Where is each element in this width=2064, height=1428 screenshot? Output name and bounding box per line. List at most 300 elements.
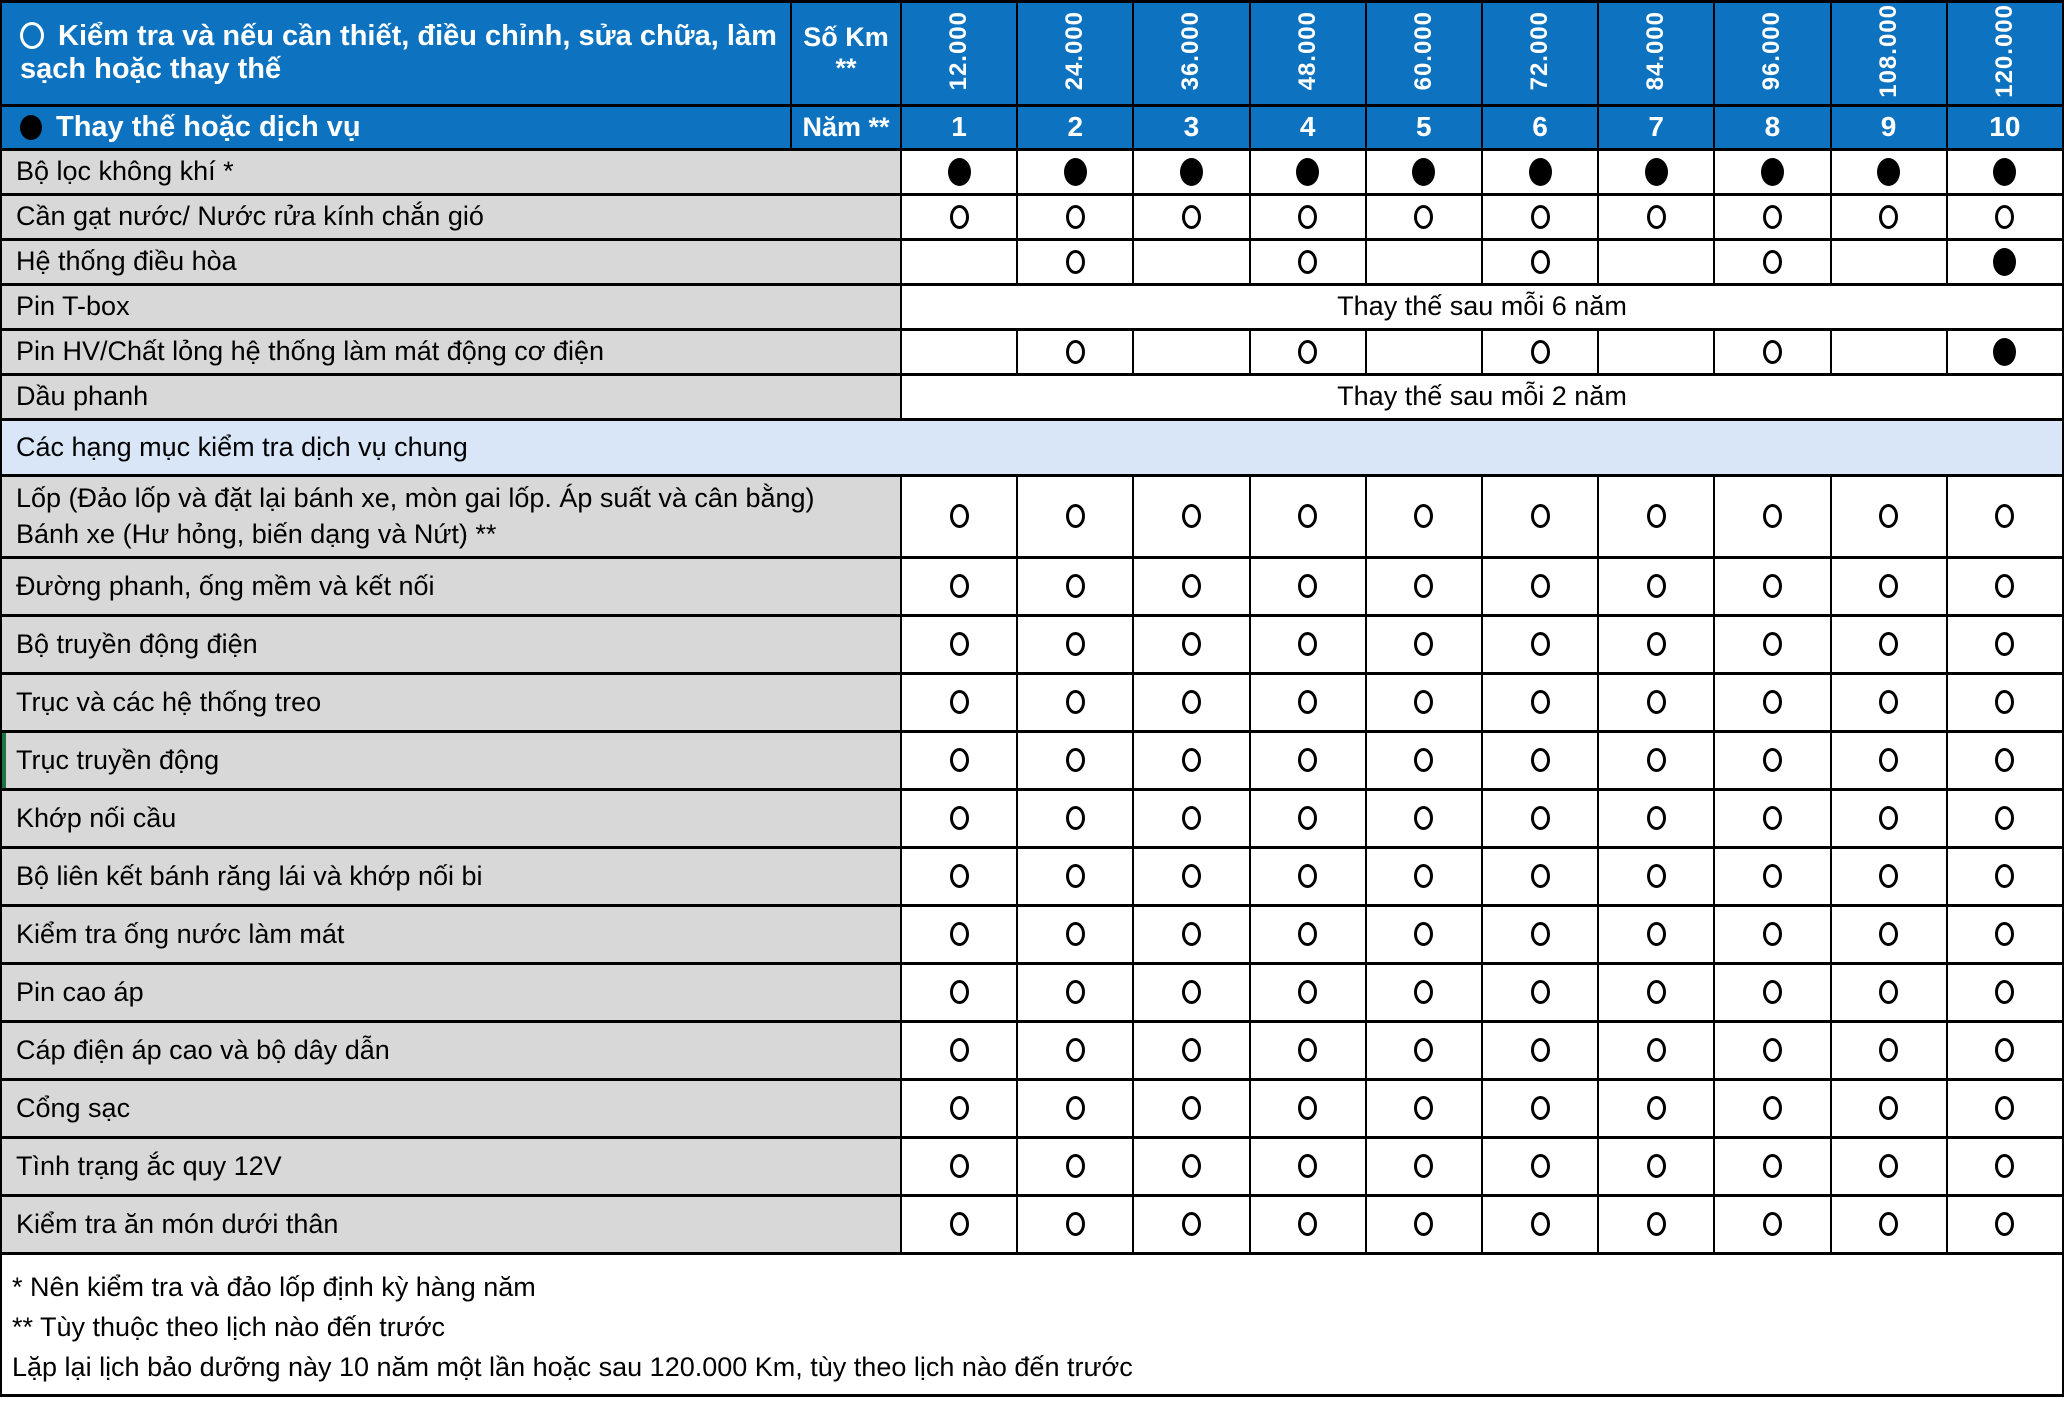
open-circle-icon (1995, 504, 2014, 528)
km-value: 24.000 (1061, 11, 1089, 91)
schedule-cell (1598, 239, 1714, 284)
schedule-cell (1831, 789, 1947, 847)
filled-circle-icon (948, 158, 971, 186)
row-label: Cổng sạc (1, 1079, 901, 1137)
open-circle-icon (1298, 205, 1317, 229)
schedule-cell (1947, 847, 2063, 905)
km-value: 12.000 (945, 11, 973, 91)
open-circle-icon (1879, 1096, 1898, 1120)
schedule-cell (1133, 557, 1249, 615)
schedule-cell (1714, 789, 1830, 847)
schedule-cell (1831, 329, 1947, 374)
open-circle-icon (1995, 806, 2014, 830)
schedule-cell (1714, 615, 1830, 673)
schedule-cell (1482, 905, 1598, 963)
open-circle-icon (1414, 504, 1433, 528)
schedule-cell (1482, 673, 1598, 731)
open-circle-icon (1995, 1038, 2014, 1062)
schedule-cell (1598, 194, 1714, 239)
open-circle-icon (1182, 1096, 1201, 1120)
open-circle-icon (1298, 1038, 1317, 1062)
schedule-cell (1714, 905, 1830, 963)
open-circle-icon (1531, 922, 1550, 946)
schedule-cell (901, 1195, 1017, 1253)
schedule-cell (1017, 1195, 1133, 1253)
legend-replace (1, 105, 791, 149)
year-header-label: Năm ** (791, 105, 901, 149)
km-value: 48.000 (1293, 11, 1321, 91)
schedule-cell (1947, 149, 2063, 194)
open-circle-icon (1763, 806, 1782, 830)
schedule-cell (1366, 239, 1482, 284)
schedule-cell (1714, 1079, 1830, 1137)
schedule-cell (1017, 329, 1133, 374)
schedule-cell (901, 194, 1017, 239)
open-circle-icon (950, 1096, 969, 1120)
open-circle-icon (1182, 205, 1201, 229)
open-circle-icon (1763, 205, 1782, 229)
schedule-cell (1250, 847, 1366, 905)
schedule-cell (1714, 239, 1830, 284)
schedule-cell (1250, 905, 1366, 963)
schedule-cell (1714, 329, 1830, 374)
schedule-cell (1482, 963, 1598, 1021)
schedule-cell (1017, 557, 1133, 615)
schedule-cell (1366, 963, 1482, 1021)
open-circle-icon (1066, 205, 1085, 229)
open-circle-icon (1414, 864, 1433, 888)
schedule-cell (1366, 557, 1482, 615)
open-circle-icon (950, 748, 969, 772)
schedule-cell (901, 1079, 1017, 1137)
year-header-cell: 9 (1831, 105, 1947, 149)
schedule-cell (1017, 1079, 1133, 1137)
open-circle-icon (1066, 690, 1085, 714)
schedule-cell (1482, 149, 1598, 194)
schedule-cell (1133, 329, 1249, 374)
open-circle-icon (1414, 1212, 1433, 1236)
schedule-cell (1831, 847, 1947, 905)
open-circle-icon (1182, 806, 1201, 830)
schedule-cell (901, 673, 1017, 731)
schedule-cell (1947, 1021, 2063, 1079)
schedule-cell (901, 1021, 1017, 1079)
open-circle-icon (1531, 504, 1550, 528)
table-row (1, 329, 2063, 374)
row-label: Kiểm tra ăn món dưới thân (1, 1195, 901, 1253)
km-header-cell (1017, 2, 1133, 106)
schedule-cell (1250, 329, 1366, 374)
open-circle-icon (1298, 980, 1317, 1004)
schedule-cell (1831, 963, 1947, 1021)
table-row (1, 149, 2063, 194)
schedule-cell (1017, 905, 1133, 963)
schedule-cell (1598, 149, 1714, 194)
open-circle-icon (1879, 504, 1898, 528)
open-circle-icon (1647, 864, 1666, 888)
table-row (1, 615, 2063, 673)
open-circle-icon (1763, 922, 1782, 946)
km-header-cell (1831, 2, 1947, 106)
legend-inspect (1, 2, 791, 106)
open-circle-icon (1298, 1154, 1317, 1178)
legend-replace-label: Thay thế hoặc dịch vụ (56, 110, 361, 143)
open-circle-icon (1647, 504, 1666, 528)
open-circle-icon (1647, 1154, 1666, 1178)
open-circle-icon (1414, 690, 1433, 714)
table-row (1, 239, 2063, 284)
schedule-cell (1017, 194, 1133, 239)
schedule-cell (1250, 1195, 1366, 1253)
open-circle-icon (1531, 1154, 1550, 1178)
filled-circle-icon (1064, 158, 1087, 186)
open-circle-icon (1531, 980, 1550, 1004)
open-circle-icon (1763, 340, 1782, 364)
schedule-cell (901, 1137, 1017, 1195)
open-circle-icon (1763, 1096, 1782, 1120)
open-circle-icon (1647, 922, 1666, 946)
km-header-cell (901, 2, 1017, 106)
open-circle-icon (1066, 632, 1085, 656)
row-label: Tình trạng ắc quy 12V (1, 1137, 901, 1195)
year-header-cell: 3 (1133, 105, 1249, 149)
table-row (1, 557, 2063, 615)
schedule-cell (1133, 963, 1249, 1021)
schedule-cell (1947, 1195, 2063, 1253)
row-label: Pin HV/Chất lỏng hệ thống làm mát động cơ điện (1, 329, 901, 374)
schedule-cell (1714, 1195, 1830, 1253)
filled-circle-icon (1877, 158, 1900, 186)
open-circle-icon (950, 1038, 969, 1062)
table-row (1, 963, 2063, 1021)
schedule-cell (901, 329, 1017, 374)
schedule-cell (1947, 615, 2063, 673)
header-row-km (1, 2, 2063, 106)
open-circle-icon (1879, 574, 1898, 598)
schedule-cell (1482, 475, 1598, 557)
schedule-cell (1133, 673, 1249, 731)
open-circle-icon (950, 632, 969, 656)
schedule-cell (1133, 1079, 1249, 1137)
schedule-cell (1482, 1079, 1598, 1137)
open-circle-icon (950, 205, 969, 229)
km-header-cell (1250, 2, 1366, 106)
open-circle-icon (1066, 1096, 1085, 1120)
schedule-cell (1831, 149, 1947, 194)
open-circle-icon (950, 980, 969, 1004)
open-circle-icon (1995, 1212, 2014, 1236)
table-row (1, 475, 2063, 557)
schedule-cell (1250, 789, 1366, 847)
open-circle-icon (1182, 980, 1201, 1004)
table-row (1, 847, 2063, 905)
filled-circle-icon (1412, 158, 1435, 186)
km-value: 72.000 (1526, 11, 1554, 91)
open-circle-icon (950, 922, 969, 946)
schedule-cell (1482, 615, 1598, 673)
km-header-cell (1714, 2, 1830, 106)
open-circle-icon (950, 864, 969, 888)
km-header-cell (1482, 2, 1598, 106)
open-circle-icon (1298, 250, 1317, 274)
open-circle-icon (20, 22, 44, 49)
schedule-cell (1947, 731, 2063, 789)
row-label-line-1: Lốp (Đảo lốp và đặt lại bánh xe, mòn gai lốp. Áp suất và cân bằng) (16, 482, 815, 513)
open-circle-icon (1066, 806, 1085, 830)
open-circle-icon (1531, 574, 1550, 598)
schedule-cell (1831, 673, 1947, 731)
schedule-cell (901, 905, 1017, 963)
schedule-cell (1482, 329, 1598, 374)
km-header-label: Số Km ** (791, 2, 901, 106)
schedule-cell (1831, 557, 1947, 615)
open-circle-icon (1531, 1096, 1550, 1120)
schedule-cell (901, 963, 1017, 1021)
schedule-cell (1133, 239, 1249, 284)
open-circle-icon (1647, 205, 1666, 229)
schedule-cell (1366, 194, 1482, 239)
schedule-cell (1133, 194, 1249, 239)
schedule-cell (1133, 905, 1249, 963)
schedule-cell (1947, 963, 2063, 1021)
open-circle-icon (950, 690, 969, 714)
open-circle-icon (1414, 1154, 1433, 1178)
open-circle-icon (1763, 980, 1782, 1004)
schedule-cell (1947, 329, 2063, 374)
schedule-cell (1482, 1021, 1598, 1079)
table-row (1, 194, 2063, 239)
open-circle-icon (1647, 980, 1666, 1004)
schedule-cell (1598, 557, 1714, 615)
open-circle-icon (1298, 1096, 1317, 1120)
table-row (1, 789, 2063, 847)
header-row-year (1, 105, 2063, 149)
open-circle-icon (1995, 574, 2014, 598)
km-header-cell (1947, 2, 2063, 106)
open-circle-icon (1647, 574, 1666, 598)
schedule-cell (1250, 194, 1366, 239)
open-circle-icon (1647, 632, 1666, 656)
schedule-cell (1831, 905, 1947, 963)
open-circle-icon (1879, 864, 1898, 888)
open-circle-icon (1414, 574, 1433, 598)
schedule-cell (1831, 475, 1947, 557)
table-body (1, 149, 2063, 1395)
schedule-cell (1947, 194, 2063, 239)
year-header-cell: 4 (1250, 105, 1366, 149)
open-circle-icon (1879, 1038, 1898, 1062)
km-value: 84.000 (1642, 11, 1670, 91)
section-row (1, 419, 2063, 475)
schedule-cell (1017, 1021, 1133, 1079)
open-circle-icon (1298, 922, 1317, 946)
year-header-cell: 10 (1947, 105, 2063, 149)
schedule-cell (1133, 731, 1249, 789)
schedule-cell (1714, 557, 1830, 615)
open-circle-icon (1414, 1096, 1433, 1120)
row-label: Cần gạt nước/ Nước rửa kính chắn gió (1, 194, 901, 239)
schedule-cell (1366, 1137, 1482, 1195)
schedule-cell (1947, 239, 2063, 284)
open-circle-icon (1879, 980, 1898, 1004)
schedule-cell (1250, 963, 1366, 1021)
schedule-cell (1831, 1137, 1947, 1195)
schedule-cell (1250, 615, 1366, 673)
open-circle-icon (1531, 1038, 1550, 1062)
open-circle-icon (1647, 806, 1666, 830)
km-value: 120.000 (1990, 4, 2018, 98)
schedule-cell (1598, 475, 1714, 557)
schedule-cell (1714, 194, 1830, 239)
open-circle-icon (1531, 1212, 1550, 1236)
row-label: Trục và các hệ thống treo (1, 673, 901, 731)
schedule-cell (1250, 1079, 1366, 1137)
open-circle-icon (1763, 1154, 1782, 1178)
open-circle-icon (1879, 806, 1898, 830)
open-circle-icon (950, 1154, 969, 1178)
schedule-cell (1598, 789, 1714, 847)
open-circle-icon (1182, 748, 1201, 772)
year-header-cell: 8 (1714, 105, 1830, 149)
schedule-cell (1598, 615, 1714, 673)
schedule-cell (1017, 789, 1133, 847)
open-circle-icon (1298, 574, 1317, 598)
open-circle-icon (950, 504, 969, 528)
open-circle-icon (1995, 922, 2014, 946)
schedule-cell (1598, 673, 1714, 731)
open-circle-icon (1414, 748, 1433, 772)
schedule-cell (1250, 731, 1366, 789)
open-circle-icon (1066, 1038, 1085, 1062)
schedule-cell (1947, 673, 2063, 731)
schedule-cell (1831, 615, 1947, 673)
table-row (1, 673, 2063, 731)
schedule-cell (1598, 1195, 1714, 1253)
open-circle-icon (1182, 574, 1201, 598)
filled-circle-icon (1180, 158, 1203, 186)
schedule-cell (1482, 557, 1598, 615)
open-circle-icon (1066, 980, 1085, 1004)
footnote: * Nên kiểm tra và đảo lốp định kỳ hàng năm (12, 1271, 536, 1302)
open-circle-icon (1182, 864, 1201, 888)
schedule-cell (1250, 239, 1366, 284)
schedule-cell (1598, 1021, 1714, 1079)
row-label: Bộ lọc không khí * (1, 149, 901, 194)
schedule-cell (1366, 1195, 1482, 1253)
year-header-cell: 2 (1017, 105, 1133, 149)
schedule-cell (1250, 475, 1366, 557)
row-label: Bộ truyền động điện (1, 615, 901, 673)
schedule-cell (901, 239, 1017, 284)
row-label: Trục truyền động (1, 731, 901, 789)
open-circle-icon (1647, 690, 1666, 714)
km-header-cell (1598, 2, 1714, 106)
open-circle-icon (1066, 748, 1085, 772)
open-circle-icon (1298, 340, 1317, 364)
row-label: Cáp điện áp cao và bộ dây dẫn (1, 1021, 901, 1079)
open-circle-icon (1647, 1096, 1666, 1120)
open-circle-icon (1531, 748, 1550, 772)
open-circle-icon (1182, 1038, 1201, 1062)
km-value: 96.000 (1758, 11, 1786, 91)
open-circle-icon (1995, 1096, 2014, 1120)
interval-note: Thay thế sau mỗi 2 năm (901, 374, 2063, 419)
schedule-cell (1133, 1137, 1249, 1195)
schedule-cell (1947, 1137, 2063, 1195)
section-header: Các hạng mục kiểm tra dịch vụ chung (1, 419, 2063, 475)
open-circle-icon (1879, 1212, 1898, 1236)
open-circle-icon (1182, 922, 1201, 946)
table-header (1, 2, 2063, 150)
schedule-cell (1366, 1021, 1482, 1079)
open-circle-icon (1298, 806, 1317, 830)
open-circle-icon (1298, 1212, 1317, 1236)
schedule-cell (901, 149, 1017, 194)
open-circle-icon (1879, 690, 1898, 714)
schedule-cell (1133, 1021, 1249, 1079)
schedule-cell (1366, 673, 1482, 731)
open-circle-icon (1182, 632, 1201, 656)
schedule-cell (1366, 615, 1482, 673)
km-value: 108.000 (1874, 4, 1902, 98)
schedule-cell (901, 847, 1017, 905)
open-circle-icon (1531, 632, 1550, 656)
open-circle-icon (1879, 205, 1898, 229)
schedule-cell (1714, 1021, 1830, 1079)
schedule-cell (1598, 847, 1714, 905)
schedule-cell (1947, 905, 2063, 963)
filled-circle-icon (1761, 158, 1784, 186)
open-circle-icon (1298, 632, 1317, 656)
filled-circle-icon (1993, 338, 2016, 366)
footnotes (1, 1253, 2063, 1395)
year-header-cell: 1 (901, 105, 1017, 149)
schedule-cell (1366, 789, 1482, 847)
filled-circle-icon (20, 115, 42, 140)
table-row (1, 374, 2063, 419)
schedule-cell (1017, 731, 1133, 789)
row-label: Kiểm tra ống nước làm mát (1, 905, 901, 963)
schedule-cell (1017, 149, 1133, 194)
schedule-cell (1017, 847, 1133, 905)
open-circle-icon (1763, 504, 1782, 528)
filled-circle-icon (1645, 158, 1668, 186)
open-circle-icon (1531, 340, 1550, 364)
open-circle-icon (1531, 690, 1550, 714)
table-row (1, 284, 2063, 329)
open-circle-icon (1531, 864, 1550, 888)
row-label: Dầu phanh (1, 374, 901, 419)
open-circle-icon (1879, 922, 1898, 946)
open-circle-icon (1763, 250, 1782, 274)
table-row (1, 905, 2063, 963)
table-row (1, 1195, 2063, 1253)
schedule-cell (1017, 673, 1133, 731)
open-circle-icon (1995, 1154, 2014, 1178)
schedule-cell (901, 789, 1017, 847)
row-label: Bộ liên kết bánh răng lái và khớp nối bi (1, 847, 901, 905)
open-circle-icon (1995, 690, 2014, 714)
filled-circle-icon (1993, 158, 2016, 186)
open-circle-icon (1763, 632, 1782, 656)
open-circle-icon (1298, 690, 1317, 714)
schedule-cell (1831, 1021, 1947, 1079)
schedule-cell (1133, 149, 1249, 194)
open-circle-icon (1995, 632, 2014, 656)
schedule-cell (1482, 1195, 1598, 1253)
open-circle-icon (1414, 632, 1433, 656)
km-header-cell (1133, 2, 1249, 106)
